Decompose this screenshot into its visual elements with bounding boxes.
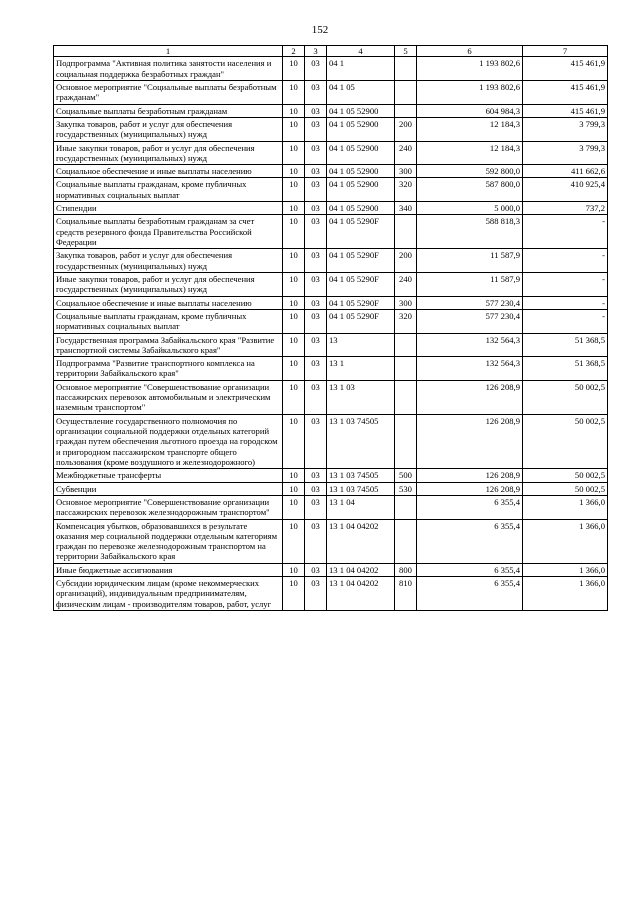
col-header: 2	[283, 46, 305, 57]
row-expense-type: 320	[395, 309, 417, 333]
row-amount-plan: 132 564,3	[417, 357, 523, 381]
row-expense-type	[395, 357, 417, 381]
row-section: 10	[283, 202, 305, 215]
row-amount-actual: 50 002,5	[523, 482, 608, 495]
row-subsection: 03	[305, 249, 327, 273]
row-amount-plan: 587 800,0	[417, 178, 523, 202]
row-target-code: 13 1	[327, 357, 395, 381]
row-name: Осуществление государственного полномочия по организации социальной поддержки отдельных категорий граждан путем обеспечения льготного проезда на городском и пригородном пассажирском транспорте общего пользования (кроме воздушного и железнодорожного)	[54, 414, 283, 469]
row-expense-type: 240	[395, 272, 417, 296]
row-amount-plan: 6 355,4	[417, 519, 523, 563]
row-subsection: 03	[305, 482, 327, 495]
row-section: 10	[283, 57, 305, 81]
row-name: Основное мероприятие "Социальные выплаты безработным гражданам"	[54, 80, 283, 104]
row-expense-type	[395, 495, 417, 519]
row-section: 10	[283, 414, 305, 469]
row-expense-type	[395, 80, 417, 104]
row-target-code: 13 1 03	[327, 380, 395, 414]
table-row	[54, 57, 608, 81]
row-amount-actual: 415 461,9	[523, 104, 608, 117]
row-expense-type: 320	[395, 178, 417, 202]
table-row	[54, 202, 608, 215]
table-row	[54, 482, 608, 495]
row-amount-actual: 51 368,5	[523, 357, 608, 381]
table-row	[54, 117, 608, 141]
row-amount-plan: 126 208,9	[417, 380, 523, 414]
row-amount-plan: 6 355,4	[417, 577, 523, 611]
row-section: 10	[283, 117, 305, 141]
row-subsection: 03	[305, 104, 327, 117]
row-subsection: 03	[305, 495, 327, 519]
row-amount-actual: 50 002,5	[523, 380, 608, 414]
row-amount-actual: 1 366,0	[523, 577, 608, 611]
row-subsection: 03	[305, 117, 327, 141]
row-section: 10	[283, 141, 305, 165]
table-row	[54, 215, 608, 249]
row-name: Закупка товаров, работ и услуг для обеспечения государственных (муниципальных) нужд	[54, 117, 283, 141]
table-row	[54, 519, 608, 563]
row-name: Компенсация убытков, образовавшихся в результате оказания мер социальной поддержки отдельным категориям граждан по перевозке железнодорожным транспортом на территории Забайкальского края	[54, 519, 283, 563]
budget-table	[53, 45, 608, 611]
table-row	[54, 577, 608, 611]
row-amount-actual: 50 002,5	[523, 414, 608, 469]
row-subsection: 03	[305, 563, 327, 576]
row-subsection: 03	[305, 272, 327, 296]
table-row	[54, 80, 608, 104]
row-name: Социальное обеспечение и иные выплаты населению	[54, 165, 283, 178]
table-row	[54, 414, 608, 469]
col-header: 7	[523, 46, 608, 57]
table-row	[54, 249, 608, 273]
row-amount-plan: 6 355,4	[417, 495, 523, 519]
row-section: 10	[283, 357, 305, 381]
row-name: Субвенции	[54, 482, 283, 495]
row-target-code: 04 1	[327, 57, 395, 81]
row-amount-plan: 577 230,4	[417, 296, 523, 309]
row-target-code: 04 1 05 5290F	[327, 249, 395, 273]
row-amount-plan: 126 208,9	[417, 482, 523, 495]
row-expense-type	[395, 57, 417, 81]
table-row	[54, 563, 608, 576]
table-row	[54, 380, 608, 414]
row-name: Иные закупки товаров, работ и услуг для обеспечения государственных (муниципальных) нужд	[54, 141, 283, 165]
row-section: 10	[283, 249, 305, 273]
row-expense-type: 800	[395, 563, 417, 576]
row-target-code: 04 1 05 52900	[327, 141, 395, 165]
row-amount-actual: 415 461,9	[523, 80, 608, 104]
row-target-code: 13	[327, 333, 395, 357]
row-target-code: 04 1 05 52900	[327, 117, 395, 141]
row-amount-actual: 410 925,4	[523, 178, 608, 202]
table-row	[54, 495, 608, 519]
row-amount-plan: 604 984,3	[417, 104, 523, 117]
row-target-code: 04 1 05 5290F	[327, 309, 395, 333]
row-amount-actual: 1 366,0	[523, 495, 608, 519]
row-subsection: 03	[305, 469, 327, 482]
row-name: Социальные выплаты гражданам, кроме публичных нормативных социальных выплат	[54, 178, 283, 202]
row-subsection: 03	[305, 519, 327, 563]
table-row	[54, 272, 608, 296]
row-subsection: 03	[305, 357, 327, 381]
row-amount-plan: 11 587,9	[417, 272, 523, 296]
row-section: 10	[283, 296, 305, 309]
table-row	[54, 296, 608, 309]
row-amount-plan: 6 355,4	[417, 563, 523, 576]
table-row	[54, 141, 608, 165]
row-name: Подпрограмма "Развитие транспортного комплекса на территории Забайкальского края"	[54, 357, 283, 381]
row-name: Субсидии юридическим лицам (кроме некоммерческих организаций), индивидуальным предпринимателям, физическим лицам - производителям товаров, работ, услуг	[54, 577, 283, 611]
row-amount-actual: -	[523, 249, 608, 273]
row-subsection: 03	[305, 178, 327, 202]
row-amount-actual: 411 662,6	[523, 165, 608, 178]
row-section: 10	[283, 482, 305, 495]
row-section: 10	[283, 519, 305, 563]
row-name: Иные закупки товаров, работ и услуг для обеспечения государственных (муниципальных) нужд	[54, 272, 283, 296]
row-amount-plan: 126 208,9	[417, 414, 523, 469]
row-target-code: 04 1 05 52900	[327, 178, 395, 202]
table-row	[54, 333, 608, 357]
row-name: Социальные выплаты безработным гражданам	[54, 104, 283, 117]
row-section: 10	[283, 333, 305, 357]
table-row	[54, 165, 608, 178]
col-header: 6	[417, 46, 523, 57]
row-target-code: 13 1 03 74505	[327, 469, 395, 482]
row-name: Стипендии	[54, 202, 283, 215]
row-name: Основное мероприятие "Совершенствование организации пассажирских перевозок железнодорожным транспортом"	[54, 495, 283, 519]
row-name: Иные бюджетные ассигнования	[54, 563, 283, 576]
row-subsection: 03	[305, 57, 327, 81]
row-subsection: 03	[305, 577, 327, 611]
row-expense-type: 530	[395, 482, 417, 495]
col-header: 3	[305, 46, 327, 57]
row-subsection: 03	[305, 380, 327, 414]
row-expense-type	[395, 414, 417, 469]
row-amount-actual: -	[523, 296, 608, 309]
row-target-code: 04 1 05 5290F	[327, 272, 395, 296]
row-expense-type: 500	[395, 469, 417, 482]
row-name: Социальное обеспечение и иные выплаты населению	[54, 296, 283, 309]
row-subsection: 03	[305, 215, 327, 249]
table-body	[54, 57, 608, 611]
row-amount-actual: 1 366,0	[523, 563, 608, 576]
row-section: 10	[283, 309, 305, 333]
row-target-code: 13 1 04 04202	[327, 519, 395, 563]
row-subsection: 03	[305, 165, 327, 178]
row-amount-actual: 3 799,3	[523, 141, 608, 165]
row-amount-plan: 1 193 802,6	[417, 57, 523, 81]
table-row	[54, 104, 608, 117]
row-name: Межбюджетные трансферты	[54, 469, 283, 482]
row-expense-type	[395, 333, 417, 357]
row-section: 10	[283, 178, 305, 202]
row-subsection: 03	[305, 309, 327, 333]
row-amount-actual: 1 366,0	[523, 519, 608, 563]
row-subsection: 03	[305, 414, 327, 469]
row-amount-plan: 132 564,3	[417, 333, 523, 357]
row-expense-type: 300	[395, 165, 417, 178]
table-row	[54, 309, 608, 333]
row-name: Подпрограмма "Активная политика занятости населения и социальная поддержка безработных граждан"	[54, 57, 283, 81]
row-expense-type: 200	[395, 117, 417, 141]
table-row	[54, 469, 608, 482]
row-section: 10	[283, 563, 305, 576]
header-row	[54, 46, 608, 57]
row-target-code: 13 1 04 04202	[327, 577, 395, 611]
row-amount-actual: 737,2	[523, 202, 608, 215]
row-section: 10	[283, 272, 305, 296]
row-section: 10	[283, 495, 305, 519]
row-name: Социальные выплаты безработным гражданам за счет средств резервного фонда Правительства Российской Федерации	[54, 215, 283, 249]
row-subsection: 03	[305, 80, 327, 104]
row-section: 10	[283, 215, 305, 249]
row-target-code: 04 1 05 5290F	[327, 215, 395, 249]
row-subsection: 03	[305, 141, 327, 165]
page-number: 152	[311, 24, 329, 36]
row-amount-plan: 592 800,0	[417, 165, 523, 178]
row-amount-plan: 577 230,4	[417, 309, 523, 333]
row-section: 10	[283, 165, 305, 178]
row-expense-type: 240	[395, 141, 417, 165]
row-amount-actual: -	[523, 272, 608, 296]
row-subsection: 03	[305, 202, 327, 215]
col-header: 4	[327, 46, 395, 57]
row-target-code: 13 1 04 04202	[327, 563, 395, 576]
row-amount-plan: 11 587,9	[417, 249, 523, 273]
row-amount-actual: 415 461,9	[523, 57, 608, 81]
row-amount-actual: 51 368,5	[523, 333, 608, 357]
row-target-code: 04 1 05 52900	[327, 165, 395, 178]
row-amount-plan: 126 208,9	[417, 469, 523, 482]
row-name: Закупка товаров, работ и услуг для обеспечения государственных (муниципальных) нужд	[54, 249, 283, 273]
row-name: Государственная программа Забайкальского края "Развитие транспортной системы Забайкальского края"	[54, 333, 283, 357]
row-name: Социальные выплаты гражданам, кроме публичных нормативных социальных выплат	[54, 309, 283, 333]
row-target-code: 04 1 05 5290F	[327, 296, 395, 309]
row-expense-type: 340	[395, 202, 417, 215]
row-expense-type: 200	[395, 249, 417, 273]
row-amount-actual: -	[523, 215, 608, 249]
row-amount-actual: -	[523, 309, 608, 333]
row-expense-type: 300	[395, 296, 417, 309]
row-target-code: 04 1 05	[327, 80, 395, 104]
row-target-code: 13 1 03 74505	[327, 482, 395, 495]
row-amount-plan: 12 184,3	[417, 117, 523, 141]
row-expense-type	[395, 104, 417, 117]
col-header: 5	[395, 46, 417, 57]
row-amount-plan: 12 184,3	[417, 141, 523, 165]
row-subsection: 03	[305, 296, 327, 309]
row-amount-actual: 50 002,5	[523, 469, 608, 482]
table-row	[54, 178, 608, 202]
row-section: 10	[283, 469, 305, 482]
row-target-code: 04 1 05 52900	[327, 202, 395, 215]
row-target-code: 13 1 03 74505	[327, 414, 395, 469]
row-expense-type	[395, 215, 417, 249]
row-target-code: 13 1 04	[327, 495, 395, 519]
row-section: 10	[283, 577, 305, 611]
row-section: 10	[283, 104, 305, 117]
row-amount-plan: 5 000,0	[417, 202, 523, 215]
col-header: 1	[54, 46, 283, 57]
row-expense-type	[395, 380, 417, 414]
row-subsection: 03	[305, 333, 327, 357]
row-expense-type: 810	[395, 577, 417, 611]
row-section: 10	[283, 380, 305, 414]
row-amount-actual: 3 799,3	[523, 117, 608, 141]
row-target-code: 04 1 05 52900	[327, 104, 395, 117]
table-row	[54, 357, 608, 381]
row-amount-plan: 588 818,3	[417, 215, 523, 249]
row-expense-type	[395, 519, 417, 563]
row-section: 10	[283, 80, 305, 104]
row-name: Основное мероприятие "Совершенствование организации пассажирских перевозок автомобильным и электрическим наземным транспортом"	[54, 380, 283, 414]
row-amount-plan: 1 193 802,6	[417, 80, 523, 104]
